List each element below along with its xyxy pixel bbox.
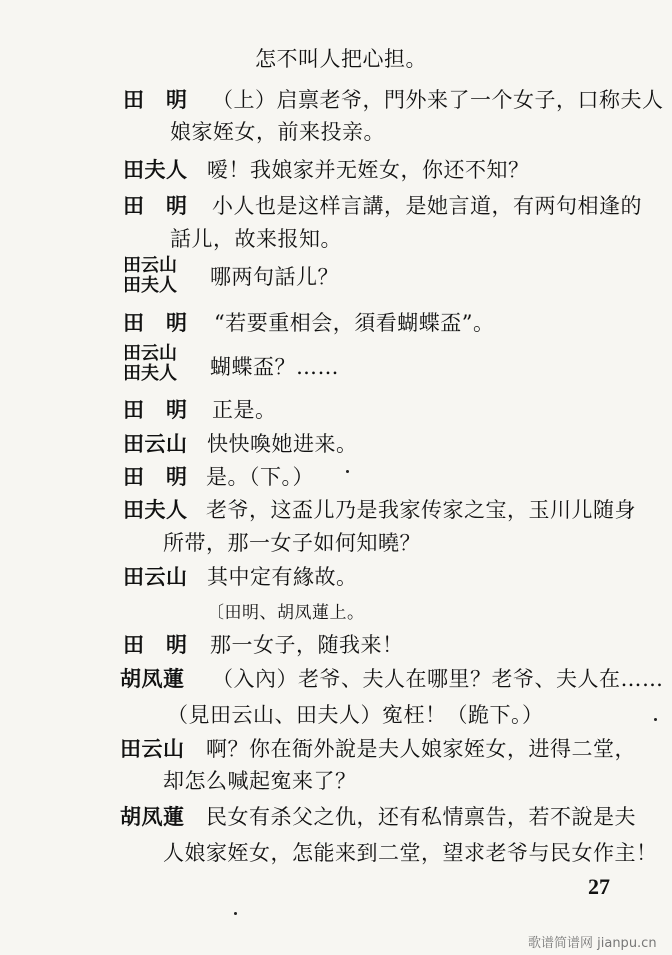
dialogue-line: 蝴蝶盃？…… xyxy=(210,355,339,379)
dialogue-line: 娘家姪女，前来投亲。 xyxy=(170,120,385,144)
dialogue-line: 那一女子，随我来！ xyxy=(210,633,404,657)
speaker-tian-yunshan: 田云山 xyxy=(123,255,177,276)
stage-direction: 〔田明、胡凤蓮上。 xyxy=(207,603,365,623)
speaker-hu-fenglian: 胡凤蓮 xyxy=(120,804,185,829)
speaker-tian-yunshan: 田云山 xyxy=(123,343,177,364)
dialogue-line: 正是。 xyxy=(212,398,277,422)
speaker-tian-yunshan: 田云山 xyxy=(123,431,188,456)
speaker-tian-ming: 田 明 xyxy=(123,310,188,335)
watermark: 歌谱简谱网 jianpu.cn xyxy=(528,936,657,951)
dialogue-line: （見田云山、田夫人）寃枉！（跪下。） xyxy=(167,703,544,727)
dialogue-line: 其中定有緣故。 xyxy=(207,565,358,589)
speaker-tian-furen: 田夫人 xyxy=(123,497,188,522)
speaker-tian-yunshan: 田云山 xyxy=(123,564,188,589)
dialogue-line: （入內）老爷、夫人在哪里？老爷、夫人在…… xyxy=(212,667,664,691)
speaker-tian-ming: 田 明 xyxy=(123,193,188,218)
speaker-hu-fenglian: 胡凤蓮 xyxy=(120,666,185,691)
verse-line: 怎不叫人把心担。 xyxy=(255,47,427,71)
speaker-tian-furen: 田夫人 xyxy=(123,363,177,384)
ink-speck xyxy=(234,912,237,915)
speaker-tian-yunshan: 田云山 xyxy=(120,736,185,761)
dialogue-line: 所带，那一女子如何知曉？ xyxy=(163,531,421,555)
dialogue-line: 小人也是这样言講，是她言道，有两句相逢的 xyxy=(212,194,642,218)
dialogue-line: 却怎么喊起寃来了？ xyxy=(163,769,357,793)
speaker-tian-furen: 田夫人 xyxy=(123,275,177,296)
ink-speck xyxy=(346,470,349,473)
dialogue-line: 嗳！我娘家并无姪女，你还不知？ xyxy=(207,158,530,182)
dialogue-line: 快快喚她进来。 xyxy=(207,432,358,456)
speaker-tian-ming: 田 明 xyxy=(123,464,188,489)
speaker-tian-furen: 田夫人 xyxy=(123,157,188,182)
ink-speck xyxy=(654,718,657,721)
dialogue-line: 是。（下。） xyxy=(206,465,314,489)
dialogue-line: 啊？你在衙外說是夫人娘家姪女，进得二堂， xyxy=(206,737,636,761)
dialogue-line: 民女有杀父之仇，还有私情禀告，若不說是夫 xyxy=(206,805,636,829)
dialogue-line: 話儿，故来报知。 xyxy=(170,227,342,251)
speaker-tian-ming: 田 明 xyxy=(123,632,188,657)
dialogue-line: （上）启禀老爷，門外来了一个女子，口称夫人 xyxy=(212,88,664,112)
dialogue-line: 人娘家姪女，怎能来到二堂，望求老爷与民女作主！ xyxy=(163,841,658,865)
dialogue-line: “若要重相会，須看蝴蝶盃”。 xyxy=(214,311,495,335)
speaker-tian-ming: 田 明 xyxy=(123,397,188,422)
dialogue-line: 老爷，这盃儿乃是我家传家之宝，玉川儿随身 xyxy=(206,498,636,522)
dialogue-line: 哪两句話儿？ xyxy=(210,265,339,289)
speaker-tian-ming: 田 明 xyxy=(123,87,188,112)
page-number: 27 xyxy=(588,874,610,899)
